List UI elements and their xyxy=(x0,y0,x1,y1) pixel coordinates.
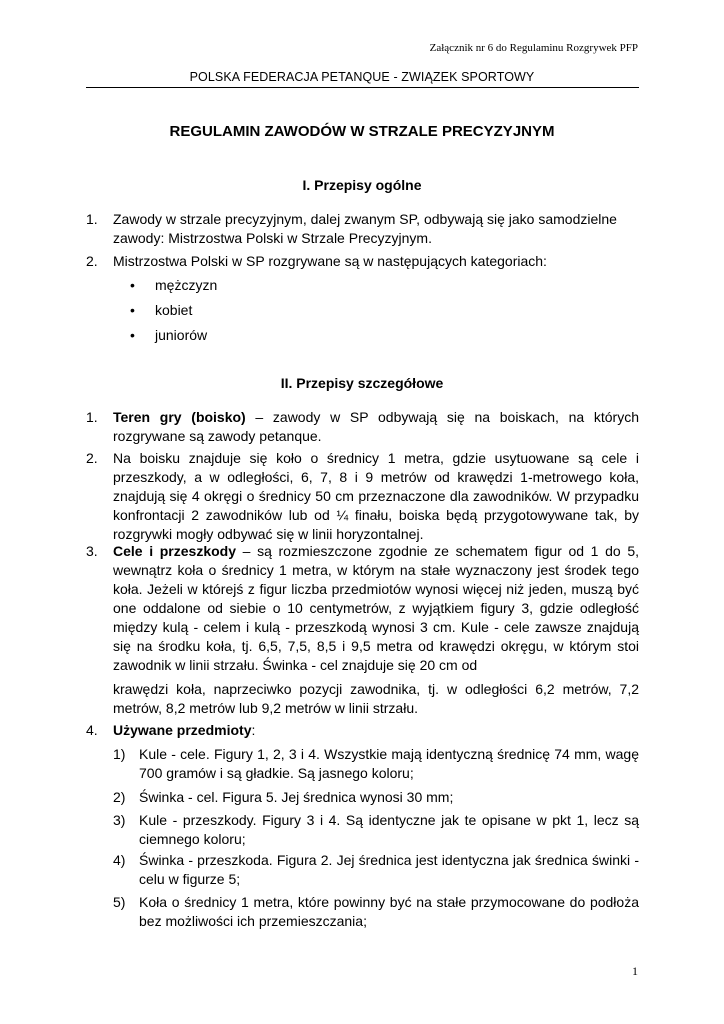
subitem-text: Kule - przeszkody. Figury 3 i 4. Są identyczne jak te opisane w pkt 1, lecz są ciemnego koloru; xyxy=(139,812,639,847)
document-title: REGULAMIN ZAWODÓW W STRZALE PRECYZYJNYM xyxy=(169,123,555,140)
subitem-number: 2) xyxy=(113,789,126,805)
section1-heading: I. Przepisy ogólne xyxy=(302,177,422,193)
bullet-icon: • xyxy=(130,302,135,318)
s2-item4-bold: Używane przedmioty xyxy=(113,722,252,738)
subitem-text: Koła o średnicy 1 metra, które powinny być na stałe przymocowane do podłoża bez możliwości ich przemieszczania; xyxy=(139,894,639,929)
s2-item2-text: Na boisku znajduje się koło o średnicy 1 metra, gdzie usytuowane są cele i przeszkody, a w odległości, 6, 7, 8 i 9 metrów od krawędzi 1-metrowego koła, znajdują się 4 okręgi o średnicy 50 cm przeznaczone dla zawodników. W przypadku konfrontacji 2 zawodników lub od ¼ finału, boiska będą przygotowywane tak, by rozgrywki mogły odbywać się w linii horyzontalnej. xyxy=(113,450,639,542)
subitem-number: 1) xyxy=(113,746,126,762)
bullet-icon: • xyxy=(130,327,135,343)
page-number: 1 xyxy=(632,964,638,978)
s2-item3-continuation: krawędzi koła, naprzeciwko pozycji zawodnika, tj. w odległości 6,2 metrów, 7,2 metrów, 8,2 metrów lub 9,2 metrów w linii strzału. xyxy=(113,681,639,716)
subitem-number: 3) xyxy=(113,812,126,828)
s1-item1-text: Zawody w strzale precyzyjnym, dalej zwanym SP, odbywają się jako samodzielne zawody: Mistrzostwa Polski w Strzale Precyzyjnym. xyxy=(113,211,617,246)
s2-item4-number: 4. xyxy=(86,722,98,738)
s1-item2-text: Mistrzostwa Polski w SP rozgrywane są w następujących kategoriach: xyxy=(113,253,547,269)
s2-item4-text xyxy=(113,721,639,740)
header-divider xyxy=(86,87,639,88)
category-juniors: juniorów xyxy=(155,327,208,343)
s2-item3-number: 3. xyxy=(86,543,98,559)
organization-header: POLSKA FEDERACJA PETANQUE - ZWIĄZEK SPORTOWY xyxy=(189,70,535,84)
category-women: kobiet xyxy=(155,302,193,318)
s2-item3-bold: Cele i przeszkody xyxy=(113,543,236,559)
section2-heading: II. Przepisy szczegółowe xyxy=(280,375,444,391)
s2-item1-bold: Teren gry (boisko) xyxy=(113,409,246,425)
bullet-icon: • xyxy=(130,277,135,293)
subitem-text: Kule - cele. Figury 1, 2, 3 i 4. Wszystkie mają identyczną średnicę 74 mm, wagę 700 gramów i są gładkie. Są jasnego koloru; xyxy=(139,746,639,781)
s2-item4-suffix: : xyxy=(251,722,256,738)
s2-item1-body: – zawody w SP odbywają się na boiskach, na których rozgrywane są zawody petanque. xyxy=(113,409,639,444)
s2-item3-body: – są rozmieszczone zgodnie ze schematem figur od 1 do 5, wewnątrz koła o średnicy 1 metra, w którym na stałe wyznaczony jest środek tego koła. Jeżeli w którejś z figur liczba przedmiotów wynosi więcej niż jeden, muszą być one oddalone od siebie o 10 centymetrów, z wyjątkiem figury 3, gdzie odległość między kulą - celem i kulą - przeszkodą wynosi 3 cm. Kule - cele zawsze znajdują się na środku koła, tj. 6,5, 7,5, 8,5 i 9,5 metra od krawędzi okręgu, w którym stoi zawodnik w linii strzału. Świnka - cel znajduje się 20 cm od xyxy=(113,543,639,673)
s1-item2-number: 2. xyxy=(86,253,98,269)
s1-item1-number: 1. xyxy=(86,211,98,227)
subitem-number: 5) xyxy=(113,894,126,910)
s2-item1-text xyxy=(113,408,639,446)
s2-item3-text xyxy=(113,542,639,675)
s2-item1-number: 1. xyxy=(86,409,98,425)
s2-item2-number: 2. xyxy=(86,450,98,466)
attachment-note: Załącznik nr 6 do Regulaminu Rozgrywek PFP xyxy=(429,42,638,54)
subitem-text: Świnka - przeszkoda. Figura 2. Jej średnica jest identyczna jak średnica świnki - celu w figurze 5; xyxy=(139,852,639,887)
category-men: mężczyzn xyxy=(155,277,218,293)
subitem-text: Świnka - cel. Figura 5. Jej średnica wynosi 30 mm; xyxy=(139,789,454,805)
subitem-number: 4) xyxy=(113,852,126,868)
